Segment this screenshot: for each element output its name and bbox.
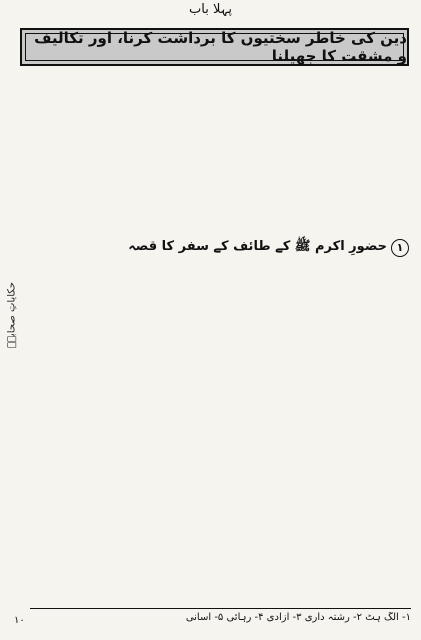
text-line — [30, 558, 411, 577]
section-number: ۱ — [391, 239, 409, 257]
text-line — [30, 577, 411, 596]
chapter-label: پہلا باب — [189, 2, 232, 17]
text-line — [30, 480, 411, 499]
text-line — [30, 383, 411, 402]
text-line — [30, 286, 411, 305]
text-line — [30, 364, 411, 383]
text-line — [30, 345, 411, 364]
page-number: ۱۰ — [14, 615, 25, 626]
text-line — [30, 267, 411, 286]
text-line — [30, 538, 411, 557]
text-line — [30, 306, 411, 325]
side-margin-text: حکایاتِ صحابہؓ — [6, 282, 18, 348]
text-line — [30, 140, 411, 159]
text-line — [30, 403, 411, 422]
section-heading — [128, 238, 409, 257]
chapter-title-banner — [20, 28, 409, 66]
text-line — [30, 461, 411, 480]
text-line — [30, 442, 411, 461]
text-line — [30, 101, 411, 120]
text-line — [30, 121, 411, 140]
text-line — [30, 181, 411, 200]
text-line — [30, 519, 411, 538]
intro-paragraph — [30, 82, 411, 179]
text-line — [30, 160, 411, 179]
second-paragraph — [30, 181, 411, 239]
text-line — [30, 325, 411, 344]
chapter-title: دین کی خاطر سختیوں کا برداشت کرنا، اور تکالیف و مشقت کا جھیلنا — [34, 29, 407, 65]
section-body — [30, 267, 411, 616]
text-line — [30, 500, 411, 519]
text-line — [30, 200, 411, 219]
text-line — [30, 82, 411, 101]
text-line — [30, 220, 411, 239]
side-margin-label — [4, 250, 20, 380]
section-heading-text: حضورِ اکرم ﷺ کے طائف کے سفر کا قصہ — [128, 239, 387, 254]
footnote-divider — [30, 608, 411, 609]
footnotes: ۱- الگ ہٹ ۲- رشتہ داری ۳- آزادی ۴- رہائی ۵- آسانی — [185, 612, 411, 623]
text-line — [30, 422, 411, 441]
